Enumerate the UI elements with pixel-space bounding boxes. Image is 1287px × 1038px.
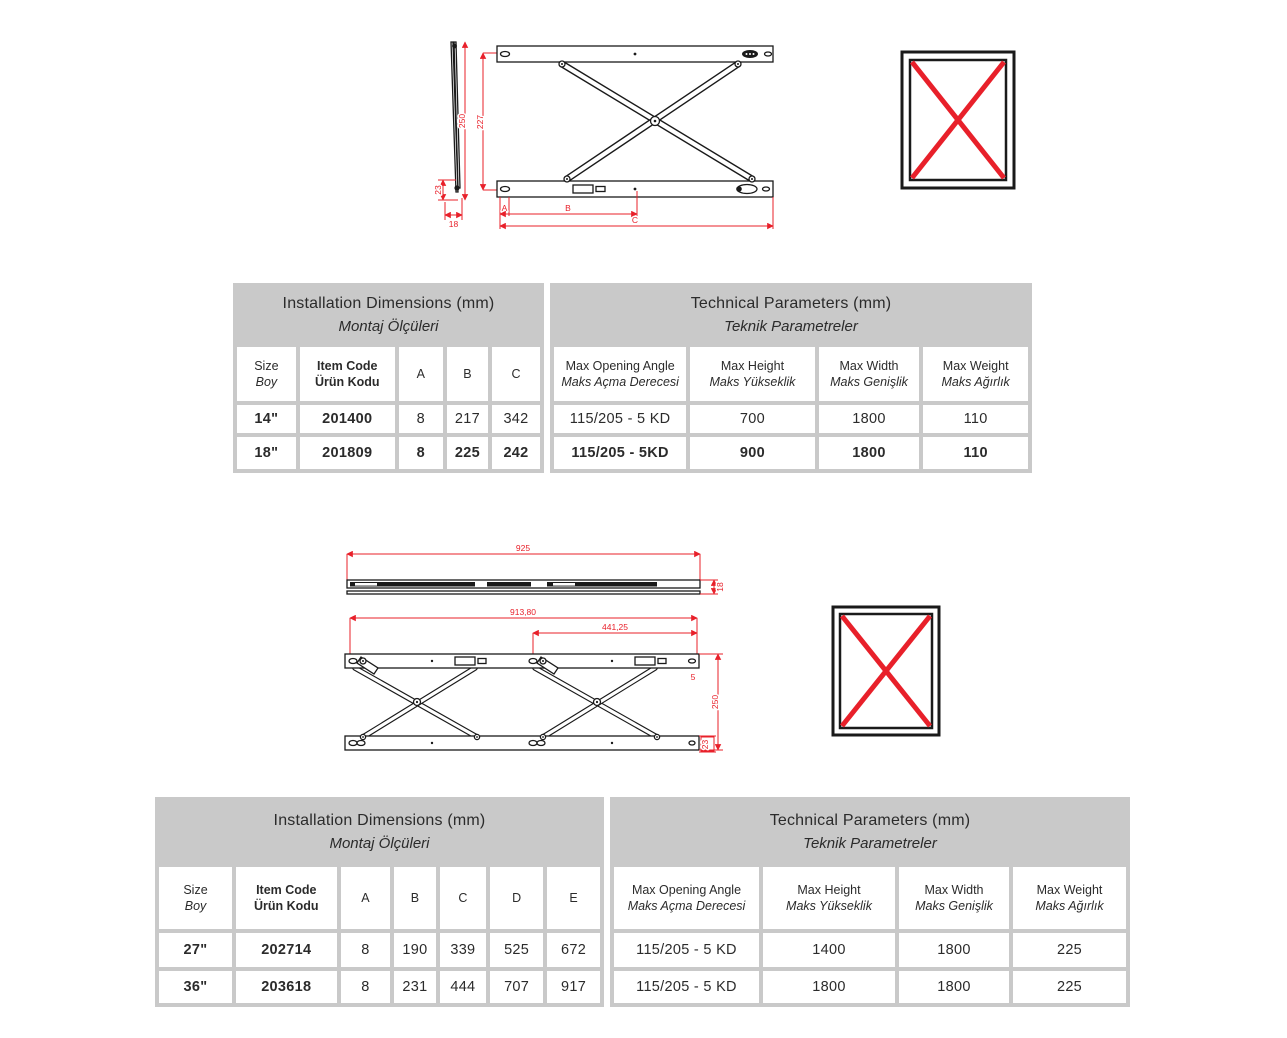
upper-installation-subtitle: Montaj Ölçüleri — [338, 317, 439, 335]
table-cell: 27" — [159, 933, 232, 967]
table-cell: 115/205 - 5 KD — [614, 933, 759, 967]
lower-col-max-width — [899, 867, 1009, 929]
table-cell: 202714 — [236, 933, 337, 967]
table-cell: 115/205 - 5 KD — [554, 405, 686, 433]
table-cell: 1800 — [763, 971, 895, 1003]
table-cell: 203618 — [236, 971, 337, 1003]
lower-installation-header — [159, 801, 600, 863]
col-weight-en: Max Weight — [942, 358, 1009, 373]
table-cell: 231 — [394, 971, 435, 1003]
lower-technical-section — [610, 797, 1130, 1007]
lower-col-b: B — [394, 867, 435, 929]
table-cell: 201809 — [300, 437, 395, 469]
table-cell: 201400 — [300, 405, 395, 433]
table-cell: 8 — [341, 971, 391, 1003]
dim-18-label: 18 — [715, 582, 725, 592]
table-cell: 190 — [394, 933, 435, 967]
upper-installation-section — [233, 283, 544, 473]
table-cell: 1800 — [899, 933, 1009, 967]
table-cell: 444 — [440, 971, 487, 1003]
lower-col-e: E — [547, 867, 600, 929]
open-height-dimension — [475, 53, 504, 190]
col-size-en: Size — [254, 358, 279, 373]
table-cell: 110 — [923, 405, 1028, 433]
col-angle-en: Max Opening Angle — [631, 882, 742, 897]
table-cell: 36" — [159, 971, 232, 1003]
table-lower — [155, 797, 1130, 1007]
dim-250-label: 250 — [710, 694, 720, 710]
col-weight-tr: Maks Ağırlık — [1035, 899, 1104, 913]
lower-col-max-height — [763, 867, 895, 929]
table-cell: 707 — [490, 971, 543, 1003]
table-cell: 115/205 - 5 KD — [614, 971, 759, 1003]
col-angle-tr: Maks Açma Derecesi — [627, 899, 746, 913]
upper-col-max-height — [690, 347, 814, 401]
dim-23-label: 23 — [433, 185, 443, 195]
upper-col-item-code — [300, 347, 395, 401]
upper-col-b: B — [447, 347, 488, 401]
table-cell: 225 — [1013, 933, 1126, 967]
bottom-rail — [497, 181, 773, 197]
table-cell: 225 — [1013, 971, 1126, 1003]
table-cell: 217 — [447, 405, 488, 433]
col-width-tr: Maks Genişlik — [915, 899, 993, 913]
table-cell: 110 — [923, 437, 1028, 469]
table-cell: 525 — [490, 933, 543, 967]
upper-col-max-width — [819, 347, 920, 401]
col-angle-en: Max Opening Angle — [565, 358, 675, 373]
table-cell: 1800 — [819, 437, 920, 469]
open-bottom-rail — [345, 736, 699, 750]
table-cell: 342 — [492, 405, 540, 433]
dim-b-label: B — [565, 203, 571, 213]
table-cell: 672 — [547, 933, 600, 967]
col-width-tr: Maks Genişlik — [830, 375, 908, 389]
col-size-en: Size — [183, 882, 208, 897]
lower-installation-subtitle: Montaj Ölçüleri — [329, 834, 430, 852]
dim-441-label: 441,25 — [602, 622, 628, 632]
side-view-dimensions — [433, 42, 467, 229]
dim-c-label: C — [631, 215, 639, 225]
upper-installation-header — [237, 287, 540, 343]
crossed-out-box-top — [898, 48, 1018, 192]
double-scissor-arms — [355, 668, 657, 737]
dim-23-label: 23 — [700, 739, 710, 750]
table-cell: 8 — [341, 933, 391, 967]
col-height-en: Max Height — [797, 882, 861, 897]
table-cell: 700 — [690, 405, 814, 433]
dim-5-label: 5 — [690, 672, 696, 682]
upper-col-c: C — [492, 347, 540, 401]
upper-technical-section — [550, 283, 1032, 473]
col-size-tr: Boy — [184, 899, 207, 913]
col-height-tr: Maks Yükseklik — [786, 899, 872, 913]
col-width-en: Max Width — [924, 882, 984, 897]
scissor-mechanism-middle-drawing — [337, 540, 742, 760]
col-item-en: Item Code — [256, 882, 317, 897]
col-size-tr: Boy — [255, 375, 278, 389]
upper-col-size — [237, 347, 296, 401]
table-cell: 900 — [690, 437, 814, 469]
double-scissor-pivots — [360, 699, 659, 740]
dim-925-label: 925 — [515, 543, 531, 553]
lower-installation-title: Installation Dimensions (mm) — [273, 812, 486, 830]
scissor-mechanism-top-drawing — [425, 30, 785, 235]
lower-technical-header — [614, 801, 1126, 863]
table-cell: 14" — [237, 405, 296, 433]
dim-18-label: 18 — [448, 219, 459, 229]
upper-technical-header — [554, 287, 1028, 343]
table-cell: 1800 — [899, 971, 1009, 1003]
col-item-tr: Ürün Kodu — [254, 899, 319, 913]
col-width-en: Max Width — [839, 358, 899, 373]
table-cell: 8 — [399, 405, 443, 433]
col-height-en: Max Height — [720, 358, 785, 373]
dim-227-label: 227 — [475, 114, 485, 130]
closed-thickness-dimension — [700, 580, 725, 594]
top-rail — [497, 46, 773, 62]
upper-technical-title: Technical Parameters (mm) — [690, 295, 892, 313]
upper-col-a: A — [399, 347, 443, 401]
lower-col-max-weight — [1013, 867, 1126, 929]
lower-col-a: A — [341, 867, 391, 929]
upper-technical-subtitle: Teknik Parametreler — [724, 317, 858, 335]
table-cell: 8 — [399, 437, 443, 469]
table-cell: 339 — [440, 933, 487, 967]
lower-col-c: C — [440, 867, 487, 929]
total-length-dimension — [347, 543, 700, 580]
lower-col-item-code — [236, 867, 337, 929]
table-cell: 115/205 - 5KD — [554, 437, 686, 469]
table-cell: 242 — [492, 437, 540, 469]
upper-col-opening-angle — [554, 347, 686, 401]
lower-col-size — [159, 867, 232, 929]
dim-a-label: A — [501, 203, 508, 213]
table-upper — [233, 283, 1032, 473]
table-cell: 1800 — [819, 405, 920, 433]
col-item-tr: Ürün Kodu — [314, 375, 380, 389]
lower-installation-section — [155, 797, 604, 1007]
col-angle-tr: Maks Açma Derecesi — [561, 375, 679, 389]
table-cell: 917 — [547, 971, 600, 1003]
upper-col-max-weight — [923, 347, 1028, 401]
lower-technical-title: Technical Parameters (mm) — [769, 812, 971, 830]
col-item-en: Item Code — [317, 358, 378, 373]
table-cell: 1400 — [763, 933, 895, 967]
lower-col-d: D — [490, 867, 543, 929]
dim-250-label: 250 — [457, 113, 467, 129]
table-cell: 225 — [447, 437, 488, 469]
col-weight-en: Max Weight — [1036, 882, 1103, 897]
col-weight-tr: Maks Ağırlık — [941, 375, 1010, 389]
col-height-tr: Maks Yükseklik — [709, 375, 796, 389]
closed-bar-view — [347, 580, 700, 594]
lower-technical-subtitle: Teknik Parametreler — [803, 834, 937, 852]
crossed-out-box-middle — [830, 604, 942, 738]
upper-installation-title: Installation Dimensions (mm) — [282, 295, 495, 313]
lower-col-opening-angle — [614, 867, 759, 929]
dim-913-label: 913,80 — [510, 607, 536, 617]
table-cell: 18" — [237, 437, 296, 469]
